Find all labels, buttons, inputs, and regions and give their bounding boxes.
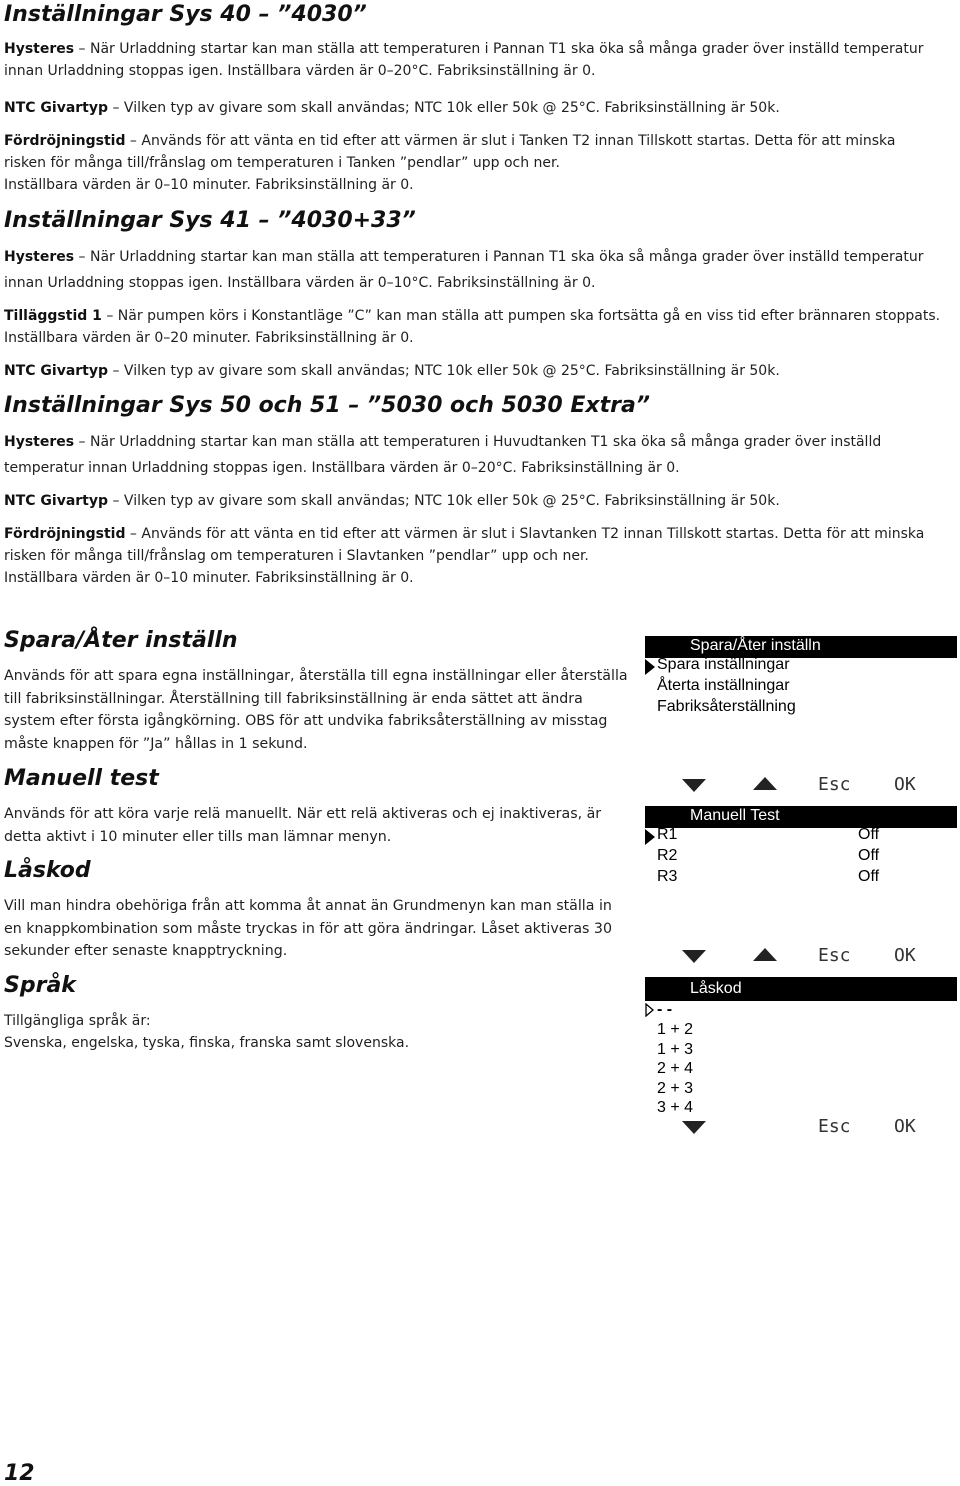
spara-text: Används för att spara egna inställningar, återställa till egna inställningar eller återställa till fabriksinställningar. Återställning till fabriksinställning är enda sättet att ändra system efter första igångkörning. OBS för att undvika fabriksåterställning av misstag måste knappen för ”Ja” hållas in 1 sekund. <box>4 668 628 752</box>
hysteres-text: – När Urladdning startar kan man ställa att temperaturen i Pannan T1 ska öka så många grader över inställd temperatur innan Urladdning stoppas igen. Inställbara värden är 0–20°C. Fabriksinställning är 0. <box>4 41 924 79</box>
heading-sys41: Inställningar Sys 41 – ”4030+33” <box>4 208 416 233</box>
heading-sprak: Språk <box>4 973 76 998</box>
lcd1-cursor-icon <box>645 659 655 675</box>
relay-name: R1 <box>657 826 678 843</box>
relay-name: R2 <box>657 847 678 864</box>
ntc-text: – Vilken typ av givare som skall användas; NTC 10k eller 50k @ 25°C. Fabriksinställning är 50k. <box>108 100 780 116</box>
lcd1-item-aterta[interactable]: Återta inställningar <box>657 677 790 694</box>
arrow-down-icon[interactable] <box>682 950 706 963</box>
sys41-ntc <box>4 360 954 382</box>
fordrojning-range: Inställbara värden är 0–10 minuter. Fabriksinställning är 0. <box>4 570 414 586</box>
lcd1-item-fabrik[interactable]: Fabriksåterställning <box>657 698 796 715</box>
manuell-test-text: Används för att köra varje relä manuellt. När ett relä aktiveras och ej inaktiveras, är detta aktivt i 10 minuter eller tills man lämnar menyn. <box>4 806 602 845</box>
fordrojning-text: – Används för att vänta en tid efter att värmen är slut i Tanken T2 innan Tillskott startas. Detta för att minska risken för många till/frånslag om temperaturen i Tanken ”pendlar” upp och ner. <box>4 133 896 171</box>
code-option[interactable]: 1 + 2 <box>657 1021 694 1038</box>
fordrojning-label: Fördröjningstid <box>4 133 126 149</box>
arrow-down-icon[interactable] <box>682 779 706 792</box>
arrow-down-icon[interactable] <box>682 1121 706 1134</box>
heading-manuell-test: Manuell test <box>4 766 159 791</box>
fordrojning-text: – Används för att vänta en tid efter att värmen är slut i Slavtanken T2 innan Tillskott startas. Detta för att minska risken för många till/frånslag om temperaturen i Slavtanken ”pendlar” upp och ner. <box>4 526 925 564</box>
sys50-hysteres <box>4 429 954 481</box>
hysteres-label: Hysteres <box>4 249 75 265</box>
code-option[interactable]: 2 + 4 <box>657 1060 694 1077</box>
lcd1-buttons <box>680 774 940 796</box>
arrow-up-icon[interactable] <box>753 948 777 961</box>
sys41-tillaggstid <box>4 305 954 349</box>
esc-button[interactable]: Esc <box>818 945 851 966</box>
relay-row-r2[interactable] <box>657 847 897 865</box>
sys50-ntc <box>4 490 954 512</box>
hysteres-label: Hysteres <box>4 434 75 450</box>
relay-state: Off <box>858 868 880 885</box>
lcd2-title-bar <box>645 806 957 828</box>
ntc-text: – Vilken typ av givare som skall användas; NTC 10k eller 50k @ 25°C. Fabriksinställning är 50k. <box>108 493 780 509</box>
code-option[interactable]: 3 + 4 <box>657 1099 694 1116</box>
heading-laskod: Låskod <box>4 858 91 883</box>
fordrojning-range: Inställbara värden är 0–10 minuter. Fabriksinställning är 0. <box>4 177 414 193</box>
ntc-label: NTC Givartyp <box>4 493 109 509</box>
hysteres-text: – När Urladdning startar kan man ställa att temperaturen i Huvudtanken T1 ska öka så många grader över inställd temperatur innan Urladdning stoppas igen. Inställbara värden är 0–20°C. Fabriksinställning är 0. <box>4 434 882 476</box>
hysteres-label: Hysteres <box>4 41 75 57</box>
laskod-text: Vill man hindra obehöriga från att komma åt annat än Grundmenyn kan man ställa in en knappkombination som måste tryckas in för att göra ändringar. Låset aktiveras 30 sekunder efter senaste knapptryckning. <box>4 898 612 959</box>
fordrojning-label: Fördröjningstid <box>4 526 126 542</box>
code-option[interactable]: 1 + 3 <box>657 1041 694 1058</box>
esc-button[interactable]: Esc <box>818 774 851 795</box>
ntc-label: NTC Givartyp <box>4 363 109 379</box>
lcd2-buttons <box>680 945 940 967</box>
lcd1-title: Spara/Åter inställn <box>690 637 821 654</box>
lcd3-cursor-icon <box>645 1003 654 1017</box>
relay-row-r3[interactable] <box>657 868 897 886</box>
lcd1-title-bar <box>645 636 957 658</box>
esc-button[interactable]: Esc <box>818 1116 851 1137</box>
lcd1-item-spara[interactable]: Spara inställningar <box>657 656 790 673</box>
lcd3-title: Låskod <box>690 980 742 997</box>
ntc-text: – Vilken typ av givare som skall användas; NTC 10k eller 50k @ 25°C. Fabriksinställning är 50k. <box>108 363 780 379</box>
sprak-text <box>4 1010 634 1054</box>
sys40-ntc <box>4 97 954 119</box>
lcd2-title: Manuell Test <box>690 807 780 824</box>
code-option[interactable]: - - <box>657 1001 673 1018</box>
sprak-line-2: Svenska, engelska, tyska, finska, franska samt slovenska. <box>4 1035 410 1051</box>
relay-name: R3 <box>657 868 678 885</box>
tillaggstid-label: Tilläggstid 1 <box>4 308 102 324</box>
heading-spara: Spara/Åter inställn <box>4 628 238 653</box>
code-option[interactable]: 2 + 3 <box>657 1080 694 1097</box>
relay-state: Off <box>858 826 880 843</box>
relay-row-r1[interactable] <box>657 826 897 844</box>
heading-sys50: Inställningar Sys 50 och 51 – ”5030 och 5030 Extra” <box>4 393 651 418</box>
relay-state: Off <box>858 847 880 864</box>
ok-button[interactable]: OK <box>894 945 916 966</box>
sys40-fordrojning <box>4 130 934 196</box>
page-number: 12 <box>4 1461 35 1486</box>
lcd2-cursor-icon <box>645 829 655 845</box>
lcd3-title-bar <box>645 977 957 1001</box>
sys41-hysteres <box>4 244 934 296</box>
arrow-up-icon[interactable] <box>753 777 777 790</box>
ok-button[interactable]: OK <box>894 774 916 795</box>
ok-button[interactable]: OK <box>894 1116 916 1137</box>
heading-sys40: Inställningar Sys 40 – ”4030” <box>4 2 367 27</box>
lcd3-buttons <box>680 1116 940 1138</box>
ntc-label: NTC Givartyp <box>4 100 109 116</box>
tillaggstid-text: – När pumpen körs i Konstantläge ”C” kan man ställa att pumpen ska fortsätta gå en viss tid efter brännaren stoppats. Inställbara värden är 0–20 minuter. Fabriksinställning är 0. <box>4 308 941 346</box>
sprak-line-1: Tillgängliga språk är: <box>4 1013 151 1029</box>
sys50-fordrojning <box>4 523 954 589</box>
sys40-hysteres <box>4 38 954 82</box>
hysteres-text: – När Urladdning startar kan man ställa att temperaturen i Pannan T1 ska öka så många grader över inställd temperatur innan Urladdning stoppas igen. Inställbara värden är 0–10°C. Fabriksinställning är 0. <box>4 249 924 291</box>
